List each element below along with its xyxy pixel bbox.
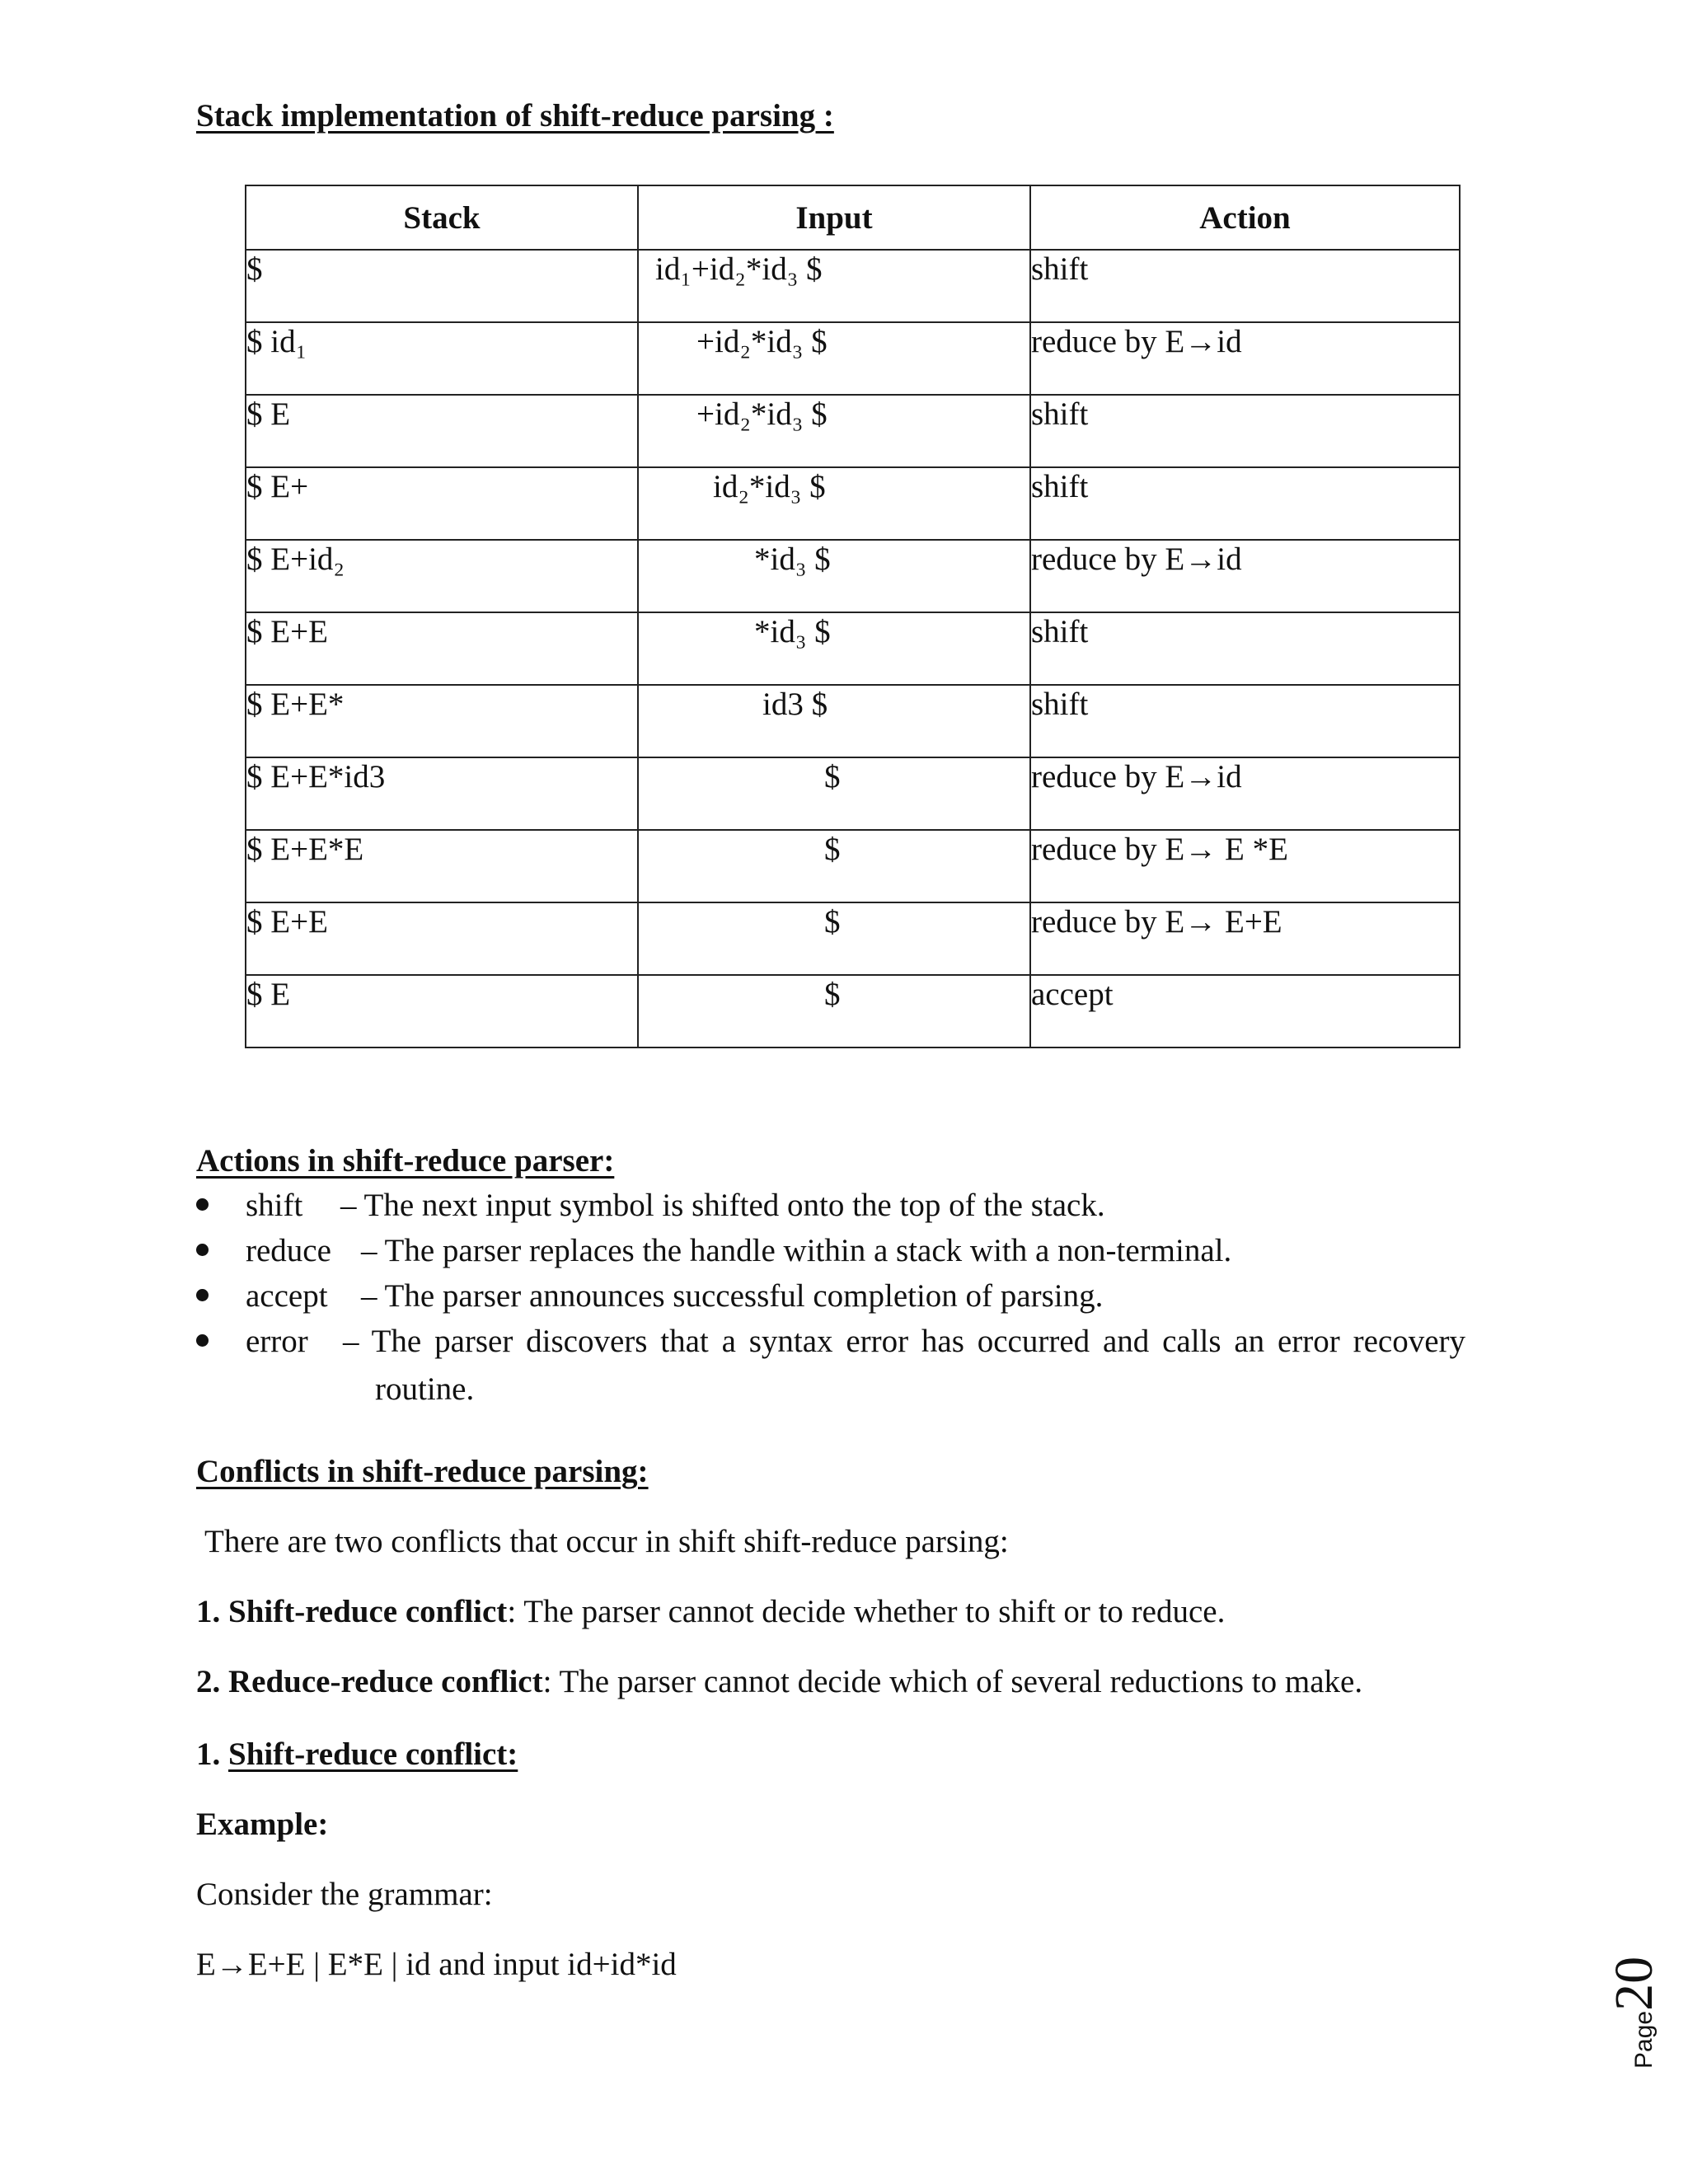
stack-cell: $ E+id₂ xyxy=(246,540,638,612)
parsing-table xyxy=(245,185,1461,1048)
input-cell xyxy=(638,322,1030,395)
input-value: $ xyxy=(824,977,841,1012)
input-cell xyxy=(638,395,1030,467)
column-header-input: Input xyxy=(638,185,1030,250)
page-number-value: 20 xyxy=(1604,1956,1664,2011)
table-body xyxy=(246,250,1460,1047)
input-value: $ xyxy=(824,904,841,940)
action-cell: shift xyxy=(1030,467,1460,540)
table-row xyxy=(246,250,1460,322)
list-item xyxy=(196,1187,1465,1232)
action-cell: reduce by E→id xyxy=(1030,757,1460,830)
stack-cell: $ E+E*E xyxy=(246,830,638,902)
stack-cell: $ E xyxy=(246,975,638,1047)
subheading-label: Shift-reduce conflict: xyxy=(228,1736,518,1772)
input-cell xyxy=(638,467,1030,540)
conflict-shift-reduce xyxy=(196,1593,1225,1630)
example-label: Example: xyxy=(196,1807,329,1842)
action-cell: shift xyxy=(1030,250,1460,322)
action-description-continuation: routine. xyxy=(375,1371,475,1407)
table-row xyxy=(246,322,1460,395)
action-term: reduce xyxy=(246,1233,331,1268)
list-item xyxy=(196,1323,1465,1413)
stack-cell: $ xyxy=(246,250,638,322)
bullet-icon xyxy=(196,1198,209,1211)
consider-text: Consider the grammar: xyxy=(196,1877,493,1912)
section-heading-conflicts: Conflicts in shift-reduce parsing: xyxy=(196,1454,649,1489)
table-row xyxy=(246,395,1460,467)
column-header-action: Action xyxy=(1030,185,1460,250)
conflict-text: : The parser cannot decide which of several reductions to make. xyxy=(542,1664,1363,1699)
list-item xyxy=(196,1277,1465,1323)
input-value: $ xyxy=(824,832,841,867)
input-cell xyxy=(638,975,1030,1047)
stack-cell: $ E+E xyxy=(246,612,638,685)
input-value: id₂*id₃ $ xyxy=(713,469,826,504)
stack-cell: $ E xyxy=(246,395,638,467)
action-cell: accept xyxy=(1030,975,1460,1047)
conflicts-intro: There are two conflicts that occur in shift shift-reduce parsing: xyxy=(204,1524,1009,1559)
action-description: – The parser discovers that a syntax error has occurred and calls an error recovery xyxy=(343,1324,1465,1359)
conflict-label: 2. Reduce-reduce conflict xyxy=(196,1664,543,1699)
input-value: id₁+id₂*id₃ $ xyxy=(655,251,823,287)
action-description: – The parser announces successful completion of parsing. xyxy=(361,1278,1104,1314)
column-header-stack: Stack xyxy=(246,185,638,250)
conflict-text: : The parser cannot decide whether to shift or to reduce. xyxy=(507,1594,1226,1629)
action-description: – The parser replaces the handle within a stack with a non-terminal. xyxy=(361,1233,1232,1268)
table-row xyxy=(246,830,1460,902)
bullet-icon xyxy=(196,1334,209,1347)
stack-cell: $ id₁ xyxy=(246,322,638,395)
input-value: +id₂*id₃ $ xyxy=(696,324,828,359)
table-row xyxy=(246,757,1460,830)
bullet-icon xyxy=(196,1244,209,1256)
action-term: shift xyxy=(246,1188,303,1223)
page-number xyxy=(1603,1937,1677,2069)
conflict-reduce-reduce xyxy=(196,1663,1362,1700)
input-cell xyxy=(638,830,1030,902)
grammar-text: E→E+E | E*E | id and input id+id*id xyxy=(196,1947,677,1982)
actions-list xyxy=(196,1187,1465,1413)
stack-cell: $ E+E*id3 xyxy=(246,757,638,830)
stack-cell: $ E+E* xyxy=(246,685,638,757)
action-cell: reduce by E→ E+E xyxy=(1030,902,1460,975)
table-row xyxy=(246,467,1460,540)
input-cell xyxy=(638,902,1030,975)
table-row xyxy=(246,612,1460,685)
stack-cell: $ E+ xyxy=(246,467,638,540)
action-cell: reduce by E→id xyxy=(1030,540,1460,612)
input-value: id3 $ xyxy=(762,687,828,722)
action-term: accept xyxy=(246,1278,328,1314)
subheading-number: 1. xyxy=(196,1736,228,1772)
action-term: error xyxy=(246,1324,308,1359)
table-row xyxy=(246,975,1460,1047)
page-word: Page xyxy=(1630,2010,1658,2069)
table-row xyxy=(246,902,1460,975)
section-heading-stack-implementation: Stack implementation of shift-reduce parsing : xyxy=(196,98,834,134)
table-row xyxy=(246,540,1460,612)
conflict-label: 1. Shift-reduce conflict xyxy=(196,1594,508,1629)
input-cell xyxy=(638,685,1030,757)
input-value: $ xyxy=(824,759,841,794)
action-cell: shift xyxy=(1030,612,1460,685)
input-cell xyxy=(638,757,1030,830)
table-header-row xyxy=(246,185,1460,250)
table-row xyxy=(246,685,1460,757)
action-cell: shift xyxy=(1030,395,1460,467)
stack-cell: $ E+E xyxy=(246,902,638,975)
section-heading-actions: Actions in shift-reduce parser: xyxy=(196,1143,615,1179)
list-item xyxy=(196,1232,1465,1277)
input-value: +id₂*id₃ $ xyxy=(696,396,828,432)
action-cell: reduce by E→id xyxy=(1030,322,1460,395)
input-cell xyxy=(638,250,1030,322)
input-value: *id₃ $ xyxy=(754,614,831,649)
input-cell xyxy=(638,540,1030,612)
input-cell xyxy=(638,612,1030,685)
bullet-icon xyxy=(196,1289,209,1301)
action-description: – The next input symbol is shifted onto the top of the stack. xyxy=(340,1188,1105,1223)
input-value: *id₃ $ xyxy=(754,541,831,577)
subheading-shift-reduce-conflict xyxy=(196,1736,518,1773)
action-cell: shift xyxy=(1030,685,1460,757)
action-cell: reduce by E→ E *E xyxy=(1030,830,1460,902)
